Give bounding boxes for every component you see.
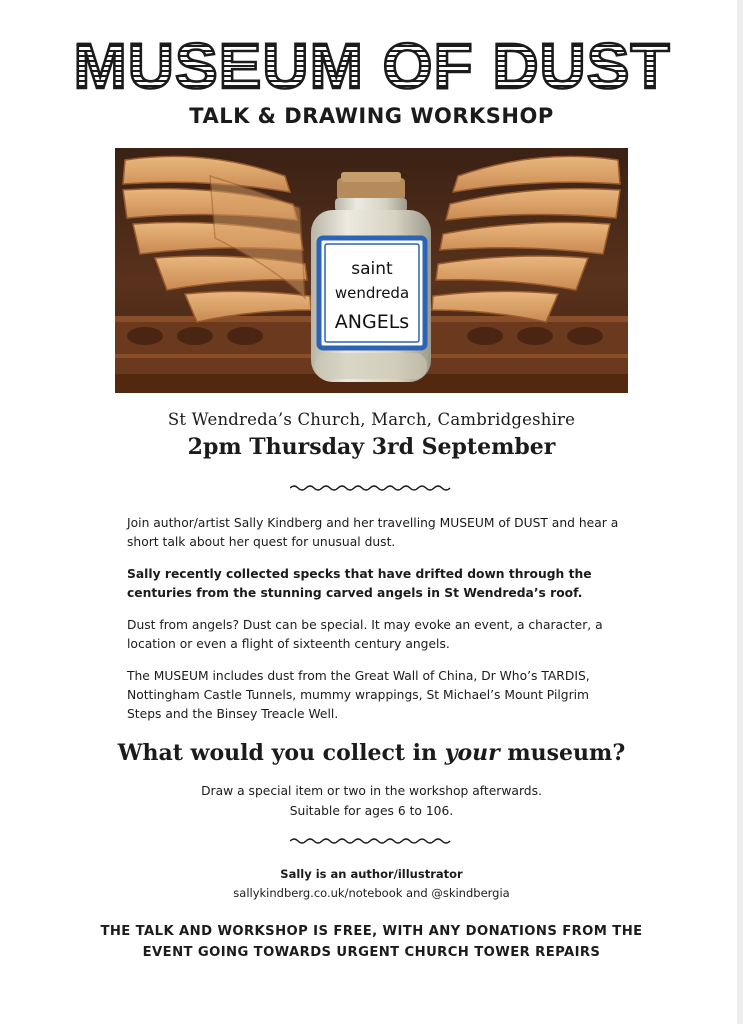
poster-title-graphic [52, 30, 692, 100]
footer-notice [0, 921, 743, 963]
paragraph-specks: Sally recently collected specks that have drifted down through the centuries from the stunning carved angels in St Wendreda’s roof. [127, 567, 592, 600]
question-emphasis: your [444, 740, 500, 766]
draw-line: Draw a special item or two in the workshop afterwards. [201, 784, 542, 798]
poster-title: MUSEUM OF DUST [72, 30, 671, 100]
event-datetime: 2pm Thursday 3rd September [187, 434, 556, 460]
footer-line-1: THE TALK AND WORKSHOP IS FREE, WITH ANY DONATIONS FROM THE [100, 924, 643, 939]
title-block [0, 30, 743, 100]
paragraph-intro: Join author/artist Sally Kindberg and her travelling MUSEUM of DUST and hear a short talk about her quest for unusual dust. [127, 516, 619, 549]
venue: St Wendreda’s Church, March, Cambridgeshire [167, 410, 576, 429]
footer-line-2: EVENT GOING TOWARDS URGENT CHURCH TOWER REPAIRS [142, 945, 601, 960]
hero-photo [115, 148, 628, 393]
jar-label-line1: saint [351, 259, 393, 279]
poster-subtitle: TALK & DRAWING WORKSHOP [189, 104, 554, 128]
jar-label-line2: wendreda [334, 284, 410, 302]
author-role: Sally is an author/illustrator [280, 867, 463, 881]
paragraph-angels: Dust from angels? Dust can be special. It may evoke an event, a character, a location or even a flight of sixteenth century angels. [127, 618, 603, 651]
question-heading [0, 740, 743, 766]
question-end: museum? [499, 740, 626, 766]
squiggle-divider [290, 836, 454, 846]
workshop-info [0, 781, 743, 821]
author-info [0, 865, 743, 903]
squiggle-divider [290, 483, 454, 493]
jar-label-line3: ANGELs [334, 311, 410, 333]
paragraph-museum: The MUSEUM includes dust from the Great Wall of China, Dr Who’s TARDIS, Nottingham Castle Tunnels, mummy wrappings, St Michael’s Mount Pilgrim Steps and the Binsey Treacle Well. [127, 669, 590, 721]
description [127, 514, 627, 737]
author-links: sallykindberg.co.uk/notebook and @skindbergia [233, 886, 510, 900]
question-start: What would you collect in [117, 740, 445, 766]
ages-line: Suitable for ages 6 to 106. [289, 804, 454, 818]
